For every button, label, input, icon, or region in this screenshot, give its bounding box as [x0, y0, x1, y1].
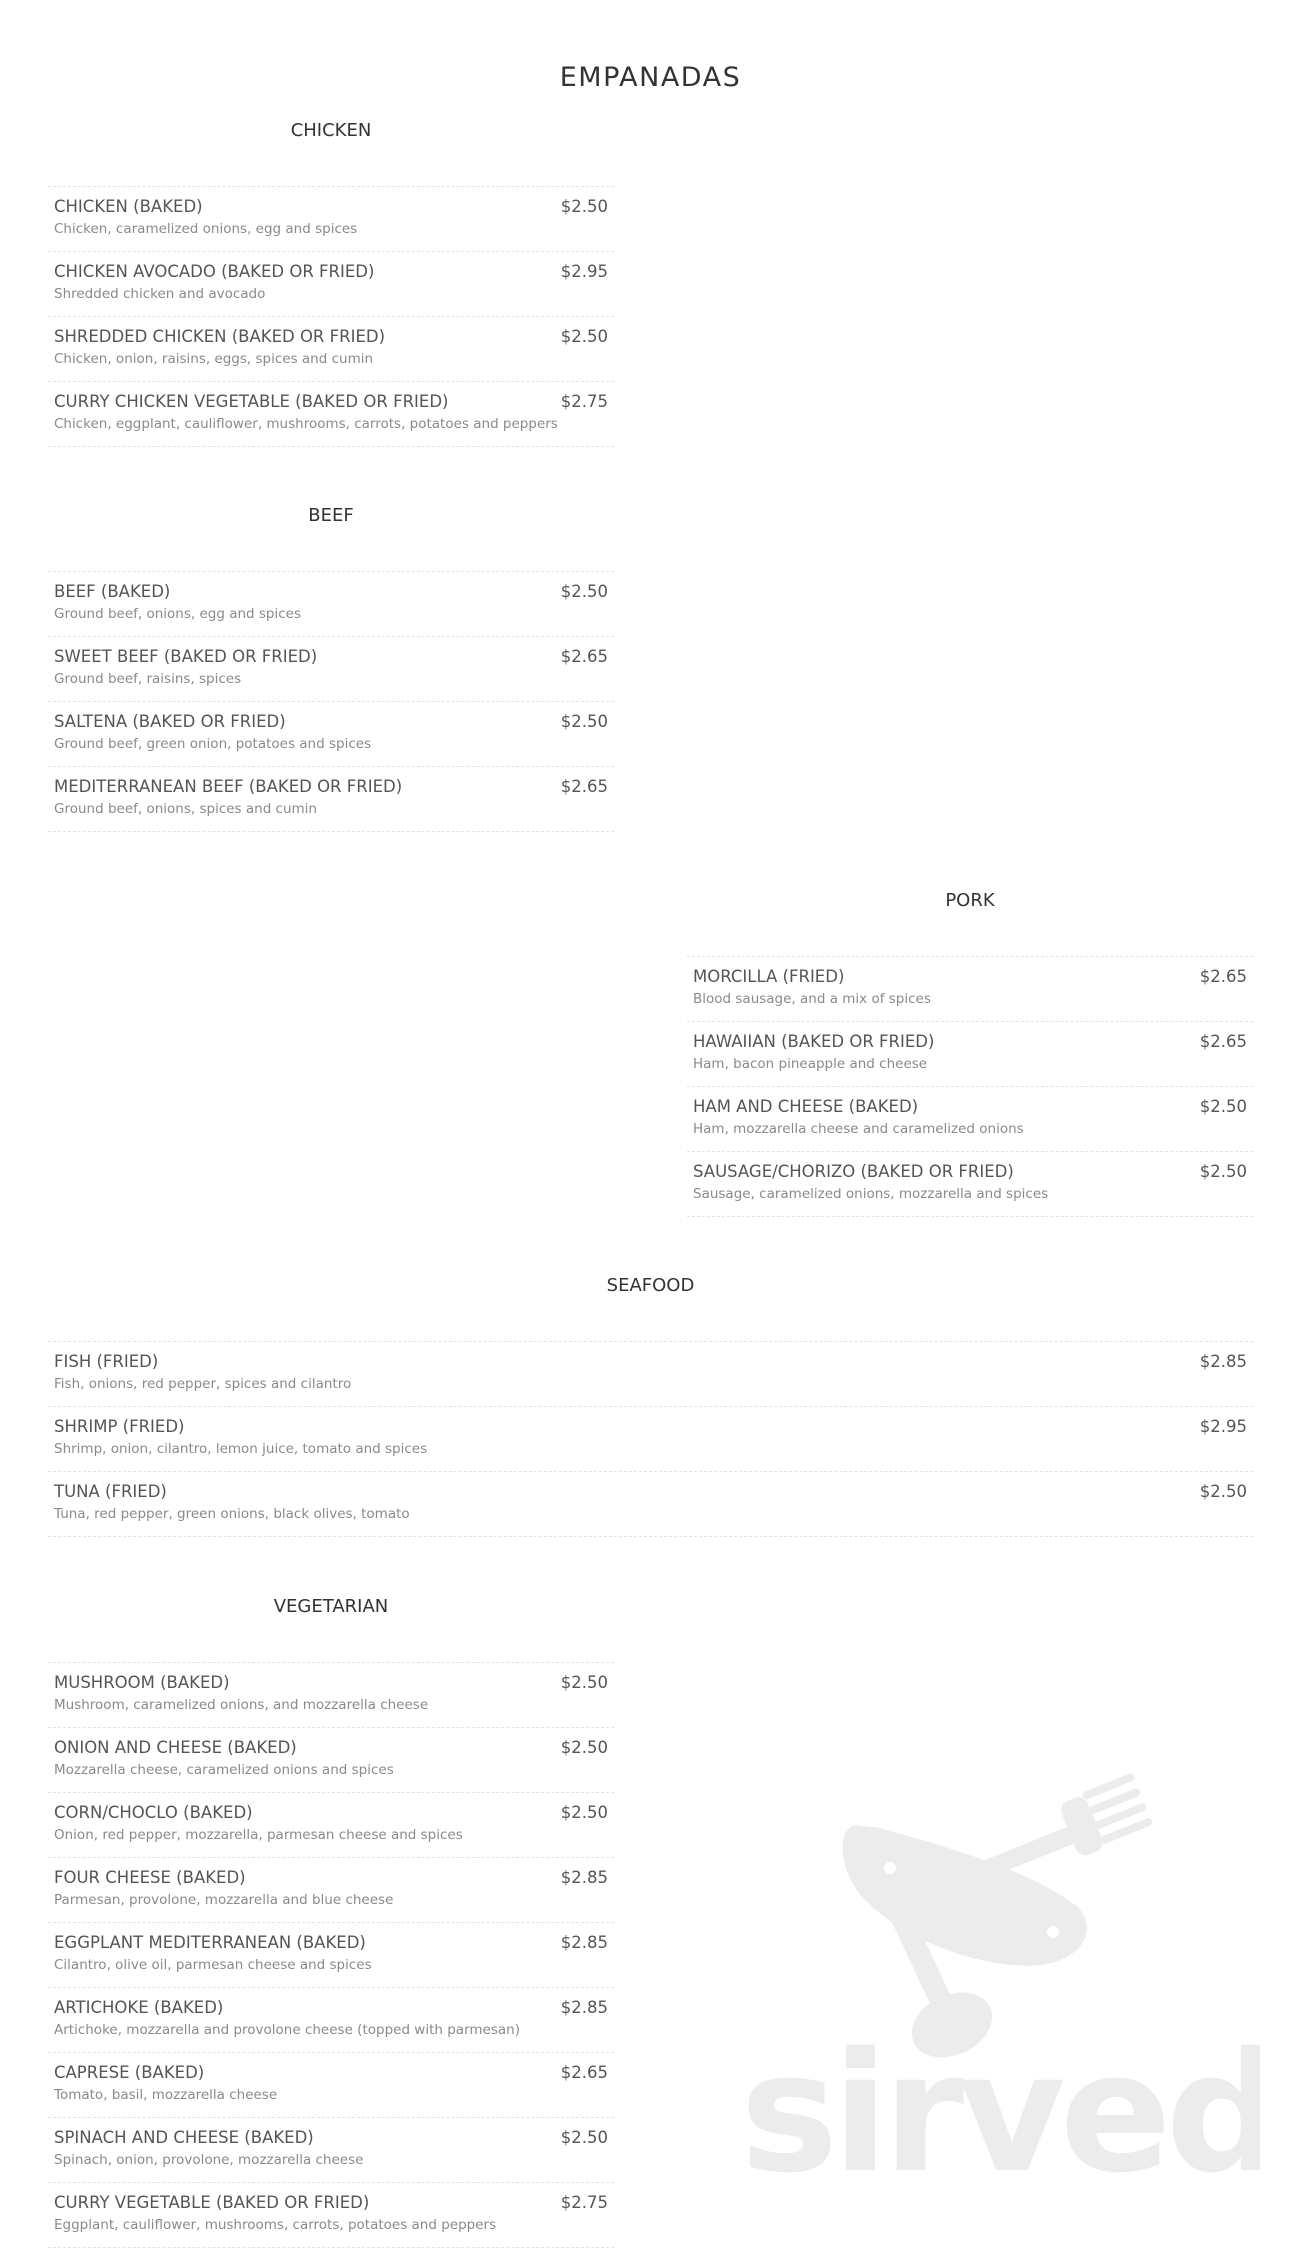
item-price: $2.85 [560, 1998, 608, 2017]
watermark-text: sirved [740, 2017, 1260, 2180]
item-description: Blood sausage, and a mix of spices [693, 991, 931, 1007]
item-name: CAPRESE (BAKED) [54, 2063, 205, 2082]
item-price: $2.50 [560, 1803, 608, 1822]
item-name: SALTENA (BAKED OR FRIED) [54, 712, 286, 731]
menu-item [48, 572, 614, 637]
item-price: $2.95 [1199, 1417, 1247, 1436]
section-title: BEEF [308, 505, 354, 526]
item-description: Ground beef, raisins, spices [54, 671, 242, 687]
section-vegetarian [48, 1594, 614, 2248]
menu-item-list [48, 571, 614, 832]
menu-item-list [687, 956, 1253, 1217]
menu-item-list [48, 1341, 1253, 1537]
item-description: Shrimp, onion, cilantro, lemon juice, tomato and spices [54, 1441, 428, 1457]
menu-item [48, 382, 614, 447]
item-price: $2.85 [560, 1933, 608, 1952]
item-price: $2.50 [1199, 1097, 1247, 1116]
section-chicken [48, 118, 614, 447]
item-description: Chicken, eggplant, cauliflower, mushrooms, carrots, potatoes and peppers [54, 416, 558, 432]
item-price: $2.85 [560, 1868, 608, 1887]
item-price: $2.50 [560, 327, 608, 346]
section-title: CHICKEN [290, 120, 372, 141]
section-title: PORK [945, 890, 995, 911]
item-name: MORCILLA (FRIED) [693, 967, 845, 986]
menu-item [48, 702, 614, 767]
item-price: $2.50 [560, 1738, 608, 1757]
item-description: Mozzarella cheese, caramelized onions and spices [54, 1762, 394, 1778]
item-price: $2.95 [560, 262, 608, 281]
menu-item [48, 767, 614, 832]
menu-item [48, 1472, 1253, 1537]
item-description: Chicken, caramelized onions, egg and spices [54, 221, 358, 237]
item-description: Ground beef, green onion, potatoes and spices [54, 736, 372, 752]
item-price: $2.75 [560, 392, 608, 411]
item-description: Chicken, onion, raisins, eggs, spices and cumin [54, 351, 374, 367]
item-name: CORN/CHOCLO (BAKED) [54, 1803, 253, 1822]
menu-item [48, 1793, 614, 1858]
item-name: SAUSAGE/CHORIZO (BAKED OR FRIED) [693, 1162, 1014, 1181]
menu-item [48, 2118, 614, 2183]
item-description: Onion, red pepper, mozzarella, parmesan cheese and spices [54, 1827, 463, 1843]
item-price: $2.50 [560, 2128, 608, 2147]
item-price: $2.65 [560, 777, 608, 796]
menu-item [48, 1988, 614, 2053]
sirved-watermark [740, 1750, 1260, 2184]
menu-item-list [48, 1662, 614, 2248]
menu-item [48, 1663, 614, 1728]
item-price: $2.50 [560, 1673, 608, 1692]
item-name: HAM AND CHEESE (BAKED) [693, 1097, 919, 1116]
menu-item [48, 252, 614, 317]
item-description: Ground beef, onions, spices and cumin [54, 801, 317, 817]
item-name: MUSHROOM (BAKED) [54, 1673, 230, 1692]
menu-item [48, 2183, 614, 2248]
menu-item [687, 1152, 1253, 1217]
item-name: CHICKEN AVOCADO (BAKED OR FRIED) [54, 262, 375, 281]
item-name: TUNA (FRIED) [54, 1482, 167, 1501]
item-name: CURRY CHICKEN VEGETABLE (BAKED OR FRIED) [54, 392, 449, 411]
item-name: MEDITERRANEAN BEEF (BAKED OR FRIED) [54, 777, 403, 796]
item-price: $2.50 [560, 197, 608, 216]
item-name: SHRIMP (FRIED) [54, 1417, 185, 1436]
item-name: FISH (FRIED) [54, 1352, 159, 1371]
menu-item [48, 317, 614, 382]
page-title: EMPANADAS [559, 62, 742, 93]
item-description: Ham, bacon pineapple and cheese [693, 1056, 928, 1072]
menu-item [687, 1087, 1253, 1152]
section-beef [48, 503, 614, 832]
item-name: SPINACH AND CHEESE (BAKED) [54, 2128, 314, 2147]
item-description: Sausage, caramelized onions, mozzarella and spices [693, 1186, 1049, 1202]
section-title: VEGETARIAN [273, 1596, 389, 1617]
menu-item [48, 637, 614, 702]
item-description: Ham, mozzarella cheese and caramelized onions [693, 1121, 1024, 1137]
item-price: $2.65 [560, 647, 608, 666]
item-price: $2.50 [1199, 1162, 1247, 1181]
item-price: $2.50 [560, 712, 608, 731]
item-name: HAWAIIAN (BAKED OR FRIED) [693, 1032, 935, 1051]
item-name: SWEET BEEF (BAKED OR FRIED) [54, 647, 318, 666]
item-description: Parmesan, provolone, mozzarella and blue cheese [54, 1892, 394, 1908]
item-price: $2.85 [1199, 1352, 1247, 1371]
item-name: ONION AND CHEESE (BAKED) [54, 1738, 297, 1757]
menu-item-list [48, 186, 614, 447]
knife-fork-spoon-icon [740, 1750, 1260, 2180]
item-description: Spinach, onion, provolone, mozzarella cheese [54, 2152, 364, 2168]
item-description: Mushroom, caramelized onions, and mozzarella cheese [54, 1697, 429, 1713]
menu-item [687, 1022, 1253, 1087]
item-description: Shredded chicken and avocado [54, 286, 266, 302]
section-title: SEAFOOD [606, 1275, 695, 1296]
menu-item [48, 2053, 614, 2118]
item-price: $2.75 [560, 2193, 608, 2212]
item-name: SHREDDED CHICKEN (BAKED OR FRIED) [54, 327, 386, 346]
item-name: ARTICHOKE (BAKED) [54, 1998, 224, 2017]
item-price: $2.50 [1199, 1482, 1247, 1501]
item-name: FOUR CHEESE (BAKED) [54, 1868, 246, 1887]
menu-item [48, 1407, 1253, 1472]
menu-item [687, 957, 1253, 1022]
item-name: BEEF (BAKED) [54, 582, 171, 601]
menu-item [48, 1923, 614, 1988]
section-pork [687, 888, 1253, 1217]
item-description: Ground beef, onions, egg and spices [54, 606, 302, 622]
item-description: Eggplant, cauliflower, mushrooms, carrots, potatoes and peppers [54, 2217, 497, 2233]
item-description: Fish, onions, red pepper, spices and cilantro [54, 1376, 352, 1392]
item-description: Artichoke, mozzarella and provolone cheese (topped with parmesan) [54, 2022, 520, 2038]
menu-item [48, 1858, 614, 1923]
item-price: $2.65 [560, 2063, 608, 2082]
item-description: Tuna, red pepper, green onions, black olives, tomato [54, 1506, 410, 1522]
menu-item [48, 187, 614, 252]
item-price: $2.50 [560, 582, 608, 601]
menu-item [48, 1342, 1253, 1407]
item-name: EGGPLANT MEDITERRANEAN (BAKED) [54, 1933, 366, 1952]
menu-item [48, 1728, 614, 1793]
item-price: $2.65 [1199, 967, 1247, 986]
item-price: $2.65 [1199, 1032, 1247, 1051]
section-seafood [48, 1273, 1253, 1537]
item-name: CHICKEN (BAKED) [54, 197, 203, 216]
item-description: Tomato, basil, mozzarella cheese [54, 2087, 278, 2103]
item-description: Cilantro, olive oil, parmesan cheese and spices [54, 1957, 372, 1973]
item-name: CURRY VEGETABLE (BAKED OR FRIED) [54, 2193, 370, 2212]
